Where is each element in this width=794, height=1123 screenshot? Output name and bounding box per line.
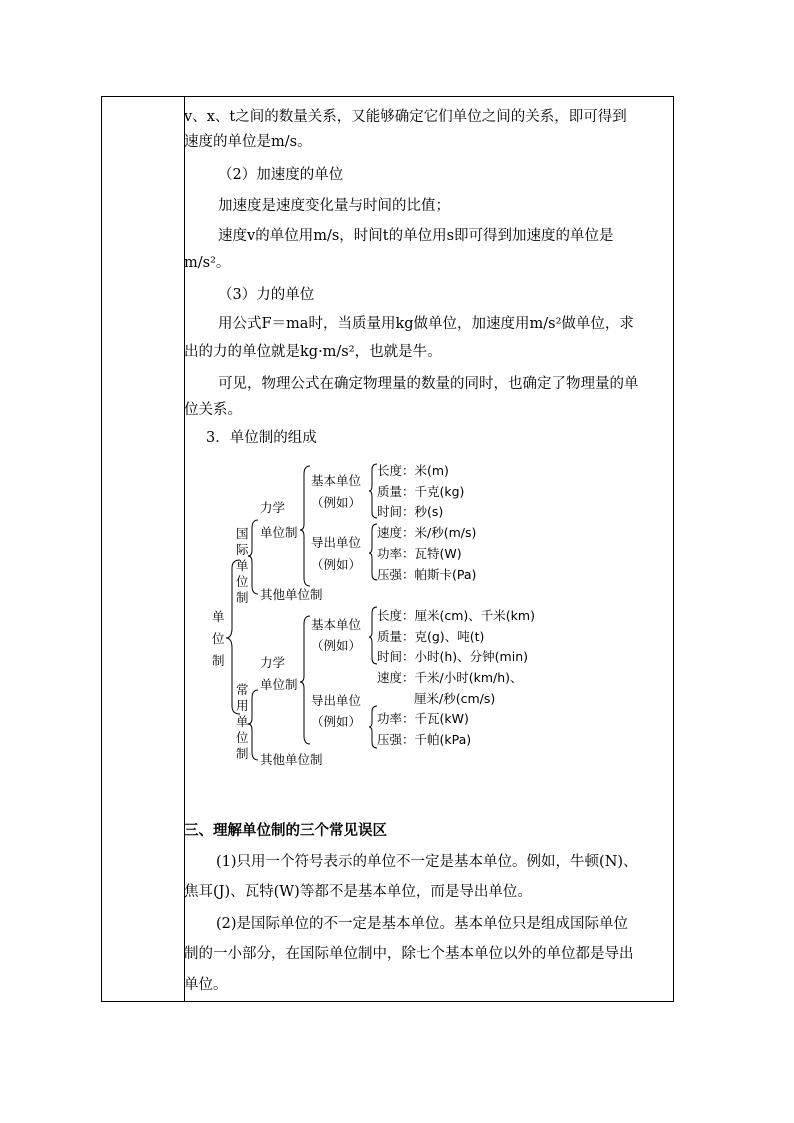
- common-base-mass: 质量：克(g)、吨(t): [377, 629, 485, 644]
- si-base-time: 时间：秒(s): [377, 504, 444, 519]
- si-base-mass: 质量：千克(kg): [377, 484, 465, 499]
- si-label-char: 际: [236, 542, 249, 557]
- si-base-brace: [369, 464, 377, 518]
- paragraph-3-line-1: 速度v的单位用m/s，时间t的单位用s即可得到加速度的单位是: [218, 228, 614, 244]
- common-base-time: 时间：小时(h)、分钟(min): [377, 649, 529, 664]
- misconception-2-line-3: 单位。: [184, 977, 228, 993]
- paragraph-4-line-1: 用公式F＝ma时，当质量用kg做单位，加速度用m/s²做单位，求: [218, 316, 634, 332]
- paragraph-5-line-2: 位关系。: [184, 402, 242, 418]
- si-mechanics-label: 力学: [260, 500, 286, 515]
- heading-force-unit: （3）力的单位: [218, 287, 315, 303]
- common-base-example-label: （例如）: [311, 638, 362, 653]
- paragraph-4-line-2: 出的力的单位就是kg·m/s²，也就是牛。: [184, 344, 442, 360]
- si-base-length: 长度：米(m): [377, 463, 449, 478]
- si-derived-pressure: 压强：帕斯卡(Pa): [377, 567, 477, 582]
- common-mechanics-label: 力学: [260, 655, 286, 670]
- common-label-char: 用: [236, 698, 249, 713]
- misconception-2-line-2: 制的一小部分，在国际单位制中，除七个基本单位以外的单位都是导出: [184, 946, 634, 962]
- paragraph-1-line-2: 速度的单位是m/s。: [184, 134, 312, 150]
- heading-unit-system-composition: 3．单位制的组成: [206, 430, 317, 446]
- si-derived-example-label: （例如）: [311, 557, 362, 572]
- heading-acceleration-unit: （2）加速度的单位: [218, 167, 344, 183]
- paragraph-5-line-1: 可见，物理公式在确定物理量的数量的同时，也确定了物理量的单: [218, 376, 639, 392]
- si-base-example-label: （例如）: [311, 495, 362, 510]
- si-brace: [248, 520, 258, 594]
- common-base-brace: [369, 607, 377, 664]
- paragraph-3-line-2: m/s²。: [184, 255, 231, 271]
- paragraph-2: 加速度是速度变化量与时间的比值；: [218, 198, 450, 214]
- si-derived-brace: [369, 524, 377, 580]
- common-derived-brace: [369, 706, 377, 748]
- common-derived-pressure: 压强：千帕(kPa): [377, 732, 472, 747]
- common-label-char: 制: [236, 746, 249, 761]
- misconception-1-line-1: (1)只用一个符号表示的单位不一定是基本单位。例如，牛顿(N)、: [216, 854, 638, 870]
- common-base-length: 长度：厘米(cm)、千米(km): [377, 608, 535, 623]
- common-derived-power: 功率：千瓦(kW): [377, 711, 469, 726]
- common-unit-system-label: 单位制: [260, 677, 298, 692]
- root-label-char: 单: [212, 609, 225, 624]
- si-label-char: 位: [236, 574, 249, 589]
- si-derived-power: 功率：瓦特(W): [377, 546, 462, 561]
- section-3-title: 三、理解单位制的三个常见误区: [184, 822, 387, 839]
- common-mechanics-brace: [300, 616, 310, 744]
- si-derived-velocity: 速度：米/秒(m/s): [377, 525, 477, 540]
- root-label-char: 制: [212, 653, 225, 668]
- common-label-char: 单: [236, 714, 249, 729]
- si-label-char: 国: [236, 526, 249, 541]
- common-label-char: 常: [236, 682, 249, 697]
- common-brace: [248, 690, 258, 760]
- root-label-char: 位: [212, 631, 225, 646]
- si-base-unit-label: 基本单位: [311, 473, 362, 488]
- paragraph-1-line-1: v、x、t之间的数量关系，又能够确定它们单位之间的关系，即可得到: [184, 109, 627, 125]
- misconception-2-line-1: (2)是国际单位的不一定是基本单位。基本单位只是组成国际单位: [216, 916, 629, 932]
- common-derived-velocity: 速度：千米/小时(km/h)、: [377, 670, 523, 685]
- common-label-char: 位: [236, 730, 249, 745]
- misconception-1-line-2: 焦耳(J)、瓦特(W)等都不是基本单位，而是导出单位。: [184, 884, 532, 900]
- common-base-unit-label: 基本单位: [311, 617, 362, 632]
- si-label-char: 单: [236, 558, 249, 573]
- common-derived-velocity-cont: 厘米/秒(cm/s): [414, 691, 496, 706]
- si-mechanics-brace: [300, 466, 310, 586]
- si-label-char: 制: [236, 590, 249, 605]
- si-other-label: 其他单位制: [260, 587, 323, 602]
- common-other-label: 其他单位制: [260, 752, 323, 767]
- common-derived-unit-label: 导出单位: [311, 693, 362, 708]
- si-derived-unit-label: 导出单位: [311, 535, 362, 550]
- si-unit-system-label: 单位制: [260, 525, 298, 540]
- common-derived-example-label: （例如）: [311, 714, 362, 729]
